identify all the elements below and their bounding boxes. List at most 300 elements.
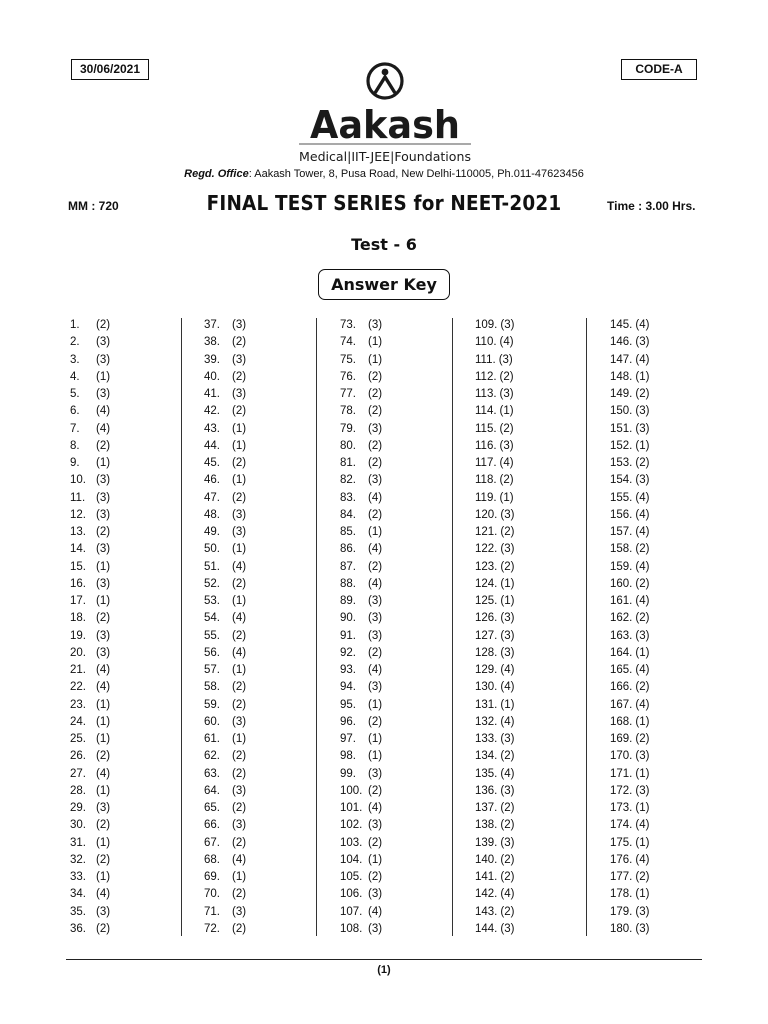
question-number: 161.	[610, 595, 633, 607]
answer-option: (2)	[232, 577, 247, 590]
answer-option: (3)	[500, 836, 515, 849]
question-number: 97.	[340, 733, 356, 745]
question-number: 82.	[340, 474, 356, 487]
answer-row	[340, 766, 460, 783]
question-number: 159.	[610, 560, 633, 573]
answer-option: (2)	[232, 336, 247, 349]
answer-option: (3)	[368, 595, 383, 607]
answer-column-4	[475, 317, 595, 938]
answer-row	[610, 334, 730, 351]
answer-option: (4)	[96, 767, 111, 780]
answer-row	[340, 438, 460, 455]
question-number: 13.	[70, 526, 86, 538]
answer-option: (3)	[368, 474, 383, 487]
answer-row	[475, 490, 595, 507]
column-divider	[181, 318, 182, 936]
answer-option: (3)	[232, 353, 247, 366]
answer-row	[340, 731, 460, 748]
question-number: 147.	[610, 353, 633, 366]
answer-option: (2)	[368, 784, 383, 797]
answer-row	[610, 403, 730, 420]
answer-option: (3)	[96, 353, 111, 366]
answer-row	[475, 921, 595, 938]
answer-column-5	[610, 317, 730, 938]
question-number: 103.	[340, 836, 363, 849]
answer-option: (4)	[635, 491, 650, 504]
question-number: 24.	[70, 715, 86, 728]
answer-row	[475, 783, 595, 800]
question-number: 95.	[340, 698, 356, 711]
column-divider	[586, 318, 587, 936]
answer-row	[340, 869, 460, 886]
answer-row	[610, 576, 730, 593]
registered-office	[0, 168, 768, 180]
answer-option: (2)	[635, 733, 650, 745]
answer-option: (3)	[500, 784, 515, 797]
answer-row	[475, 628, 595, 645]
answer-option: (1)	[96, 698, 111, 711]
answer-row	[70, 490, 190, 507]
question-number: 4.	[70, 370, 80, 383]
answer-row	[70, 869, 190, 886]
column-divider	[452, 318, 453, 936]
answer-option: (2)	[232, 629, 247, 642]
question-number: 23.	[70, 698, 86, 711]
answer-row	[340, 783, 460, 800]
answer-option: (2)	[635, 577, 650, 590]
question-number: 106.	[340, 888, 363, 901]
answer-option: (3)	[96, 577, 111, 590]
answer-option: (4)	[500, 888, 515, 901]
answer-row	[70, 334, 190, 351]
answer-option: (2)	[499, 422, 514, 435]
answer-option: (2)	[96, 526, 111, 538]
answer-option: (3)	[368, 681, 383, 694]
answer-row	[204, 455, 324, 472]
answer-row	[204, 352, 324, 369]
question-number: 71.	[204, 905, 220, 918]
answer-row	[475, 507, 595, 524]
answer-column-1	[70, 317, 190, 938]
answer-row	[340, 904, 460, 921]
question-number: 127.	[475, 629, 498, 642]
question-number: 50.	[204, 543, 220, 556]
answer-row	[340, 352, 460, 369]
question-number: 118.	[475, 474, 497, 487]
answer-option: (3)	[368, 819, 383, 832]
question-number: 162.	[610, 612, 633, 625]
answer-option: (1)	[96, 560, 111, 573]
question-number: 99.	[340, 767, 356, 780]
page-number: (1)	[377, 964, 391, 976]
column-divider	[316, 318, 317, 936]
question-number: 92.	[340, 646, 356, 659]
answer-option: (3)	[635, 405, 650, 418]
answer-row	[204, 421, 324, 438]
question-number: 164.	[610, 646, 633, 659]
answer-row	[204, 817, 324, 834]
question-number: 174.	[610, 819, 633, 832]
question-number: 142.	[475, 888, 498, 901]
answer-option: (3)	[500, 543, 515, 556]
page-title: FINAL TEST SERIES for NEET-2021	[206, 191, 562, 215]
answer-option: (3)	[96, 905, 111, 918]
answer-option: (3)	[635, 422, 650, 435]
question-number: 93.	[340, 664, 356, 676]
answer-option: (4)	[368, 802, 383, 814]
answer-option: (1)	[232, 664, 247, 676]
answer-option: (2)	[96, 922, 111, 935]
answer-row	[204, 748, 324, 765]
answer-option: (1)	[635, 646, 650, 659]
answer-option: (3)	[96, 336, 111, 349]
question-number: 36.	[70, 922, 86, 935]
answer-option: (1)	[232, 595, 247, 607]
question-number: 41.	[204, 388, 220, 400]
answer-row	[610, 455, 730, 472]
answer-row	[204, 334, 324, 351]
question-number: 125.	[475, 595, 498, 607]
answer-row	[610, 645, 730, 662]
question-number: 66.	[204, 819, 220, 832]
answer-row	[475, 352, 595, 369]
question-number: 150.	[610, 405, 633, 418]
answer-row	[204, 472, 324, 489]
answer-option: (2)	[368, 405, 383, 418]
answer-row	[204, 783, 324, 800]
answer-option: (2)	[96, 612, 111, 625]
question-number: 61.	[204, 733, 220, 745]
answer-column-2	[204, 317, 324, 938]
question-number: 136.	[475, 784, 498, 797]
question-number: 114.	[475, 405, 497, 418]
answer-row	[610, 352, 730, 369]
answer-option: (2)	[232, 922, 247, 935]
answer-option: (4)	[635, 508, 650, 521]
answer-row	[475, 852, 595, 869]
answer-row	[475, 714, 595, 731]
question-number: 46.	[204, 474, 220, 487]
answer-option: (1)	[232, 733, 247, 745]
answer-option: (1)	[500, 595, 515, 607]
answer-option: (4)	[500, 664, 515, 676]
question-number: 171.	[610, 767, 633, 780]
answer-option: (1)	[96, 784, 111, 797]
answer-option: (2)	[500, 819, 515, 832]
answer-row	[204, 697, 324, 714]
answer-row	[70, 369, 190, 386]
answer-option: (3)	[635, 922, 650, 935]
answer-option: (4)	[499, 336, 514, 349]
question-number: 62.	[204, 750, 220, 763]
question-number: 94.	[340, 681, 356, 694]
question-number: 85.	[340, 526, 356, 538]
question-number: 110.	[475, 336, 497, 349]
answer-row	[204, 766, 324, 783]
question-number: 57.	[204, 664, 220, 676]
answer-row	[70, 697, 190, 714]
question-number: 2.	[70, 336, 80, 349]
question-number: 155.	[610, 491, 633, 504]
question-number: 75.	[340, 353, 356, 366]
question-number: 19.	[70, 629, 86, 642]
question-number: 168.	[610, 715, 633, 728]
answer-row	[340, 541, 460, 558]
answer-row	[610, 472, 730, 489]
question-number: 180.	[610, 922, 633, 935]
answer-option: (2)	[232, 750, 247, 763]
question-number: 34.	[70, 888, 86, 901]
answer-row	[340, 817, 460, 834]
time-duration: Time : 3.00 Hrs.	[607, 199, 696, 213]
question-number: 60.	[204, 715, 220, 728]
answer-option: (4)	[635, 853, 650, 866]
code-box: CODE-A	[621, 59, 697, 80]
question-number: 16.	[70, 577, 86, 590]
answer-option: (1)	[368, 526, 383, 538]
answer-row	[70, 559, 190, 576]
question-number: 11.	[70, 491, 86, 504]
answer-row	[70, 386, 190, 403]
answer-option: (2)	[500, 560, 515, 573]
answer-row	[475, 541, 595, 558]
answer-row	[70, 507, 190, 524]
question-number: 141.	[475, 871, 498, 883]
answer-row	[340, 697, 460, 714]
question-number: 143.	[475, 905, 498, 918]
answer-option: (1)	[96, 715, 111, 728]
answer-row	[70, 904, 190, 921]
answer-row	[475, 800, 595, 817]
question-number: 137.	[475, 802, 498, 814]
answer-row	[475, 679, 595, 696]
question-number: 100.	[340, 784, 363, 797]
answer-row	[610, 438, 730, 455]
answer-row	[340, 748, 460, 765]
answer-row	[610, 800, 730, 817]
answer-row	[610, 679, 730, 696]
answer-row	[70, 783, 190, 800]
question-number: 133.	[475, 733, 498, 745]
question-number: 156.	[610, 508, 633, 521]
answer-option: (3)	[368, 422, 383, 435]
answer-option: (4)	[232, 853, 247, 866]
question-number: 31.	[70, 836, 86, 849]
question-number: 55.	[204, 629, 220, 642]
answer-row	[475, 386, 595, 403]
answer-row	[70, 835, 190, 852]
answer-option: (2)	[368, 370, 383, 383]
answer-row	[610, 921, 730, 938]
question-number: 115.	[475, 422, 497, 435]
answer-option: (3)	[232, 526, 247, 538]
question-number: 130.	[475, 681, 498, 694]
answer-row	[70, 852, 190, 869]
answer-option: (4)	[635, 664, 650, 676]
question-number: 47.	[204, 491, 220, 504]
answer-option: (4)	[368, 491, 383, 504]
brand-wordmark: Aakash	[310, 103, 460, 147]
answer-row	[475, 731, 595, 748]
question-number: 38.	[204, 336, 220, 349]
question-number: 179.	[610, 905, 633, 918]
answer-option: (4)	[635, 353, 650, 366]
answer-row	[204, 869, 324, 886]
answer-option: (1)	[368, 353, 383, 366]
answer-row	[475, 662, 595, 679]
answer-row	[610, 748, 730, 765]
answer-row	[475, 524, 595, 541]
answer-row	[475, 593, 595, 610]
question-number: 9.	[70, 457, 80, 469]
answer-option: (1)	[232, 543, 247, 556]
question-number: 3.	[70, 353, 80, 366]
question-number: 108.	[340, 922, 363, 935]
question-number: 27.	[70, 767, 86, 780]
question-number: 107.	[340, 905, 363, 918]
question-number: 112.	[475, 370, 497, 383]
answer-row	[204, 714, 324, 731]
answer-row	[475, 697, 595, 714]
answer-row	[340, 334, 460, 351]
question-number: 65.	[204, 802, 220, 814]
answer-row	[70, 317, 190, 334]
answer-option: (2)	[232, 457, 247, 469]
answer-option: (3)	[498, 353, 513, 366]
answer-row	[610, 783, 730, 800]
answer-option: (3)	[368, 922, 383, 935]
question-number: 153.	[610, 457, 633, 469]
answer-row	[475, 835, 595, 852]
answer-option: (1)	[368, 336, 383, 349]
answer-row	[475, 334, 595, 351]
question-number: 72.	[204, 922, 220, 935]
answer-row	[475, 455, 595, 472]
question-number: 166.	[610, 681, 633, 694]
question-number: 44.	[204, 439, 220, 452]
answer-row	[340, 835, 460, 852]
question-number: 89.	[340, 595, 356, 607]
answer-row	[204, 559, 324, 576]
answer-row	[340, 421, 460, 438]
answer-option: (4)	[635, 819, 650, 832]
answer-row	[340, 317, 460, 334]
question-number: 1.	[70, 319, 80, 331]
question-number: 14.	[70, 543, 86, 556]
answer-option: (4)	[96, 405, 111, 418]
max-marks: MM : 720	[68, 199, 119, 213]
answer-option: (3)	[635, 629, 650, 642]
answer-option: (1)	[232, 422, 247, 435]
question-number: 175.	[610, 836, 633, 849]
question-number: 157.	[610, 526, 633, 538]
answer-row	[70, 576, 190, 593]
question-number: 160.	[610, 577, 633, 590]
question-number: 80.	[340, 439, 356, 452]
answer-row	[610, 541, 730, 558]
question-number: 101.	[340, 802, 363, 814]
answer-option: (2)	[368, 646, 383, 659]
answer-option: (3)	[232, 508, 247, 521]
answer-option: (1)	[635, 836, 650, 849]
question-number: 74.	[340, 336, 356, 349]
question-number: 56.	[204, 646, 220, 659]
question-number: 135.	[475, 767, 498, 780]
answer-option: (4)	[96, 888, 111, 901]
answer-option: (2)	[368, 715, 383, 728]
answer-option: (4)	[368, 905, 383, 918]
answer-row	[475, 748, 595, 765]
question-number: 58.	[204, 681, 220, 694]
answer-row	[204, 593, 324, 610]
question-number: 39.	[204, 353, 220, 366]
question-number: 40.	[204, 370, 220, 383]
question-number: 170.	[610, 750, 633, 763]
answer-option: (2)	[232, 681, 247, 694]
answer-option: (3)	[368, 319, 383, 331]
question-number: 139.	[475, 836, 498, 849]
answer-option: (4)	[96, 664, 111, 676]
answer-row	[70, 817, 190, 834]
aakash-logo	[297, 62, 473, 168]
question-number: 172.	[610, 784, 633, 797]
answer-option: (2)	[368, 508, 383, 521]
question-number: 81.	[340, 457, 356, 469]
answer-option: (1)	[635, 767, 650, 780]
answer-row	[340, 490, 460, 507]
answer-option: (1)	[368, 733, 383, 745]
answer-option: (4)	[635, 560, 650, 573]
answer-option: (3)	[500, 508, 515, 521]
answer-row	[70, 593, 190, 610]
answer-row	[610, 852, 730, 869]
answer-row	[475, 317, 595, 334]
answer-row	[204, 576, 324, 593]
question-number: 83.	[340, 491, 356, 504]
answer-row	[340, 403, 460, 420]
answer-row	[204, 610, 324, 627]
answer-row	[610, 490, 730, 507]
question-number: 134.	[475, 750, 498, 763]
answer-row	[70, 541, 190, 558]
answer-row	[204, 524, 324, 541]
question-number: 138.	[475, 819, 498, 832]
answer-row	[70, 766, 190, 783]
answer-option: (3)	[499, 388, 514, 400]
answer-option: (2)	[635, 457, 650, 469]
answer-option: (1)	[500, 698, 515, 711]
question-number: 87.	[340, 560, 356, 573]
answer-option: (3)	[232, 715, 247, 728]
answer-option: (2)	[635, 612, 650, 625]
answer-row	[475, 645, 595, 662]
answer-option: (2)	[96, 439, 111, 452]
answer-option: (1)	[368, 750, 383, 763]
answer-option: (3)	[96, 802, 111, 814]
answer-option: (1)	[96, 733, 111, 745]
answer-row	[204, 800, 324, 817]
question-number: 121.	[475, 526, 498, 538]
answer-row	[475, 559, 595, 576]
answer-option: (2)	[500, 871, 515, 883]
answer-option: (2)	[232, 802, 247, 814]
question-number: 53.	[204, 595, 220, 607]
answer-row	[610, 524, 730, 541]
question-number: 59.	[204, 698, 220, 711]
question-number: 122.	[475, 543, 498, 556]
answer-option: (3)	[368, 767, 383, 780]
answer-row	[475, 369, 595, 386]
